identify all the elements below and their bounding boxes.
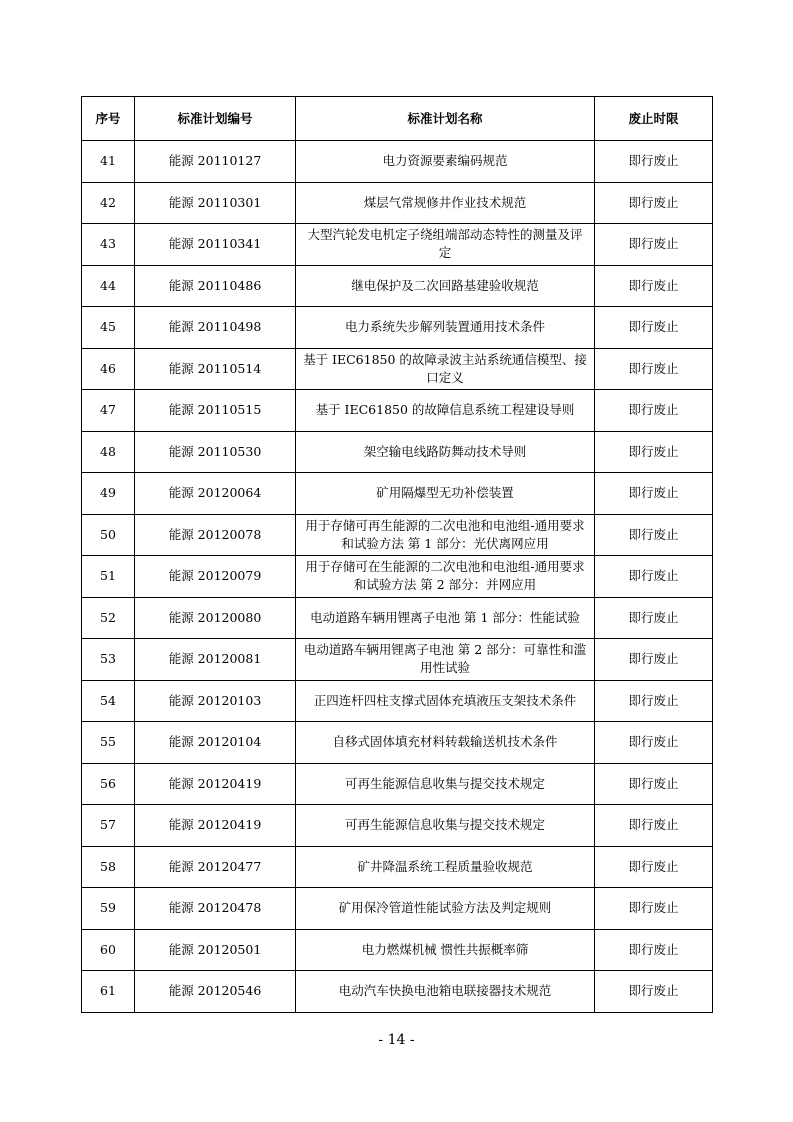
- cell-name: 自移式固体填充材料转载输送机技术条件: [296, 722, 595, 764]
- cell-name: 电动道路车辆用锂离子电池 第 1 部分：性能试验: [296, 597, 595, 639]
- table-row: [82, 514, 713, 556]
- cell-seq: 49: [82, 473, 135, 515]
- cell-status: 即行废止: [595, 348, 713, 390]
- cell-status: 即行废止: [595, 141, 713, 183]
- cell-code: 能源 20110301: [135, 182, 296, 224]
- table-row: [82, 971, 713, 1013]
- cell-code: 能源 20110341: [135, 224, 296, 266]
- cell-code: 能源 20120103: [135, 680, 296, 722]
- cell-seq: 48: [82, 431, 135, 473]
- cell-code: 能源 20120064: [135, 473, 296, 515]
- cell-status: 即行废止: [595, 680, 713, 722]
- cell-status: 即行废止: [595, 265, 713, 307]
- cell-seq: 61: [82, 971, 135, 1013]
- cell-name: 煤层气常规修井作业技术规范: [296, 182, 595, 224]
- cell-seq: 56: [82, 763, 135, 805]
- cell-name: 矿井降温系统工程质量验收规范: [296, 846, 595, 888]
- cell-name: 基于 IEC61850 的故障录波主站系统通信模型、接口定义: [296, 348, 595, 390]
- cell-name: 电力燃煤机械 惯性共振概率筛: [296, 929, 595, 971]
- cell-name: 正四连杆四柱支撑式固体充填液压支架技术条件: [296, 680, 595, 722]
- cell-status: 即行废止: [595, 763, 713, 805]
- table-header-row: [82, 97, 713, 141]
- cell-seq: 54: [82, 680, 135, 722]
- cell-code: 能源 20120477: [135, 846, 296, 888]
- cell-status: 即行废止: [595, 473, 713, 515]
- cell-status: 即行废止: [595, 971, 713, 1013]
- cell-name: 用于存储可再生能源的二次电池和电池组-通用要求和试验方法 第 1 部分：光伏离网应用: [296, 514, 595, 556]
- cell-code: 能源 20120080: [135, 597, 296, 639]
- table-row: [82, 846, 713, 888]
- table-row: [82, 597, 713, 639]
- header-name: 标准计划名称: [296, 97, 595, 141]
- table-row: [82, 224, 713, 266]
- cell-name: 电动汽车快换电池箱电联接器技术规范: [296, 971, 595, 1013]
- cell-status: 即行废止: [595, 929, 713, 971]
- cell-seq: 59: [82, 888, 135, 930]
- cell-status: 即行废止: [595, 805, 713, 847]
- cell-code: 能源 20110127: [135, 141, 296, 183]
- cell-seq: 47: [82, 390, 135, 432]
- table-row: [82, 182, 713, 224]
- cell-status: 即行废止: [595, 182, 713, 224]
- cell-seq: 55: [82, 722, 135, 764]
- cell-name: 矿用隔爆型无功补偿装置: [296, 473, 595, 515]
- cell-name: 用于存储可在生能源的二次电池和电池组-通用要求和试验方法 第 2 部分：并网应用: [296, 556, 595, 598]
- cell-seq: 52: [82, 597, 135, 639]
- cell-seq: 45: [82, 307, 135, 349]
- table-row: [82, 473, 713, 515]
- table-row: [82, 929, 713, 971]
- cell-code: 能源 20120081: [135, 639, 296, 681]
- cell-name: 可再生能源信息收集与提交技术规定: [296, 805, 595, 847]
- cell-seq: 42: [82, 182, 135, 224]
- cell-code: 能源 20120104: [135, 722, 296, 764]
- cell-status: 即行废止: [595, 307, 713, 349]
- cell-code: 能源 20120501: [135, 929, 296, 971]
- cell-seq: 41: [82, 141, 135, 183]
- header-code: 标准计划编号: [135, 97, 296, 141]
- cell-name: 可再生能源信息收集与提交技术规定: [296, 763, 595, 805]
- table-row: [82, 763, 713, 805]
- cell-seq: 60: [82, 929, 135, 971]
- cell-status: 即行废止: [595, 224, 713, 266]
- table-row: [82, 431, 713, 473]
- table-row: [82, 805, 713, 847]
- cell-status: 即行废止: [595, 514, 713, 556]
- cell-code: 能源 20120078: [135, 514, 296, 556]
- page-number: - 14 -: [378, 1032, 415, 1048]
- cell-status: 即行废止: [595, 390, 713, 432]
- cell-status: 即行废止: [595, 431, 713, 473]
- cell-name: 电力系统失步解列装置通用技术条件: [296, 307, 595, 349]
- cell-code: 能源 20120419: [135, 763, 296, 805]
- cell-status: 即行废止: [595, 846, 713, 888]
- table-row: [82, 639, 713, 681]
- cell-seq: 53: [82, 639, 135, 681]
- cell-name: 电动道路车辆用锂离子电池 第 2 部分：可靠性和滥用性试验: [296, 639, 595, 681]
- cell-code: 能源 20110514: [135, 348, 296, 390]
- cell-seq: 43: [82, 224, 135, 266]
- cell-code: 能源 20110486: [135, 265, 296, 307]
- table-row: [82, 722, 713, 764]
- cell-seq: 51: [82, 556, 135, 598]
- cell-name: 基于 IEC61850 的故障信息系统工程建设导则: [296, 390, 595, 432]
- cell-status: 即行废止: [595, 556, 713, 598]
- cell-name: 大型汽轮发电机定子绕组端部动态特性的测量及评定: [296, 224, 595, 266]
- cell-seq: 57: [82, 805, 135, 847]
- cell-name: 继电保护及二次回路基建验收规范: [296, 265, 595, 307]
- cell-code: 能源 20110515: [135, 390, 296, 432]
- table-row: [82, 307, 713, 349]
- cell-seq: 46: [82, 348, 135, 390]
- cell-status: 即行废止: [595, 639, 713, 681]
- cell-code: 能源 20110498: [135, 307, 296, 349]
- cell-name: 矿用保冷管道性能试验方法及判定规则: [296, 888, 595, 930]
- table-row: [82, 141, 713, 183]
- header-status: 废止时限: [595, 97, 713, 141]
- header-seq: 序号: [82, 97, 135, 141]
- cell-seq: 44: [82, 265, 135, 307]
- cell-seq: 58: [82, 846, 135, 888]
- table-row: [82, 348, 713, 390]
- cell-code: 能源 20120478: [135, 888, 296, 930]
- table-row: [82, 390, 713, 432]
- table-row: [82, 888, 713, 930]
- table-row: [82, 265, 713, 307]
- cell-status: 即行废止: [595, 722, 713, 764]
- table-row: [82, 680, 713, 722]
- cell-status: 即行废止: [595, 888, 713, 930]
- standards-table: [81, 96, 713, 1013]
- cell-code: 能源 20120419: [135, 805, 296, 847]
- table-row: [82, 556, 713, 598]
- cell-code: 能源 20120546: [135, 971, 296, 1013]
- cell-seq: 50: [82, 514, 135, 556]
- cell-code: 能源 20120079: [135, 556, 296, 598]
- cell-name: 电力资源要素编码规范: [296, 141, 595, 183]
- cell-status: 即行废止: [595, 597, 713, 639]
- cell-name: 架空输电线路防舞动技术导则: [296, 431, 595, 473]
- cell-code: 能源 20110530: [135, 431, 296, 473]
